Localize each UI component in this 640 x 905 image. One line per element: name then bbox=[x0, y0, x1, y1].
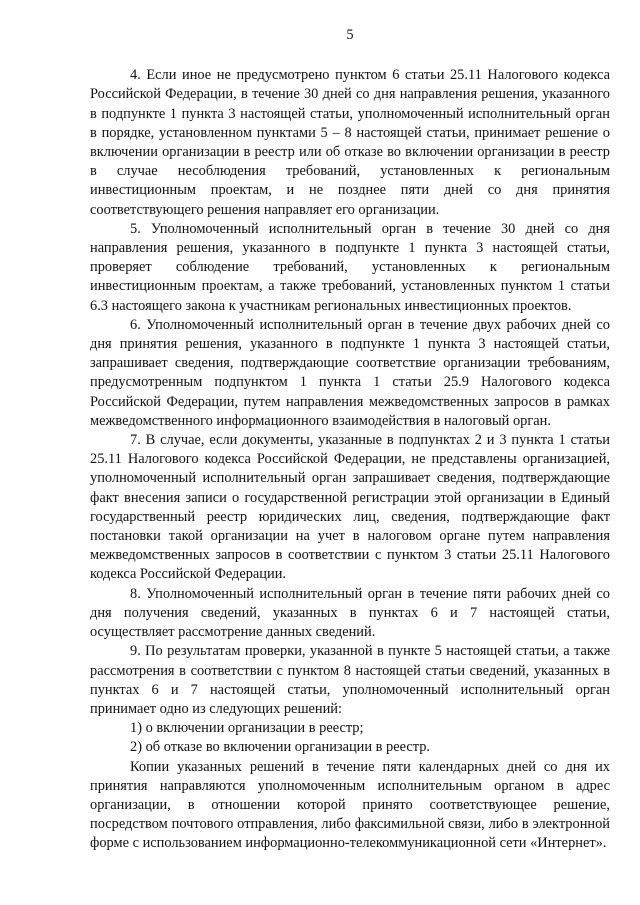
list-item-2: 2) об отказе во включении организации в реестр. bbox=[130, 739, 431, 756]
paragraph-5: 5. Уполномоченный исполнительный орган в течение 30 дней со дня направления решения, указанного в подпункте 1 пункта 3 настоящей статьи, проверяет соблюдение требований, установленных к региональным инвестиционным проектам, а также требований, установленных пунктом 1 статьи 6.3 настоящего закона к участникам региональных инвестиционных проектов. bbox=[90, 220, 610, 314]
paragraph-7: 7. В случае, если документы, указанные в подпунктах 2 и 3 пункта 1 статьи 25.11 Налогового кодекса Российской Федерации, не представлены организацией, уполномоченный исполнительный орган запрашивает сведения, подтверждающие факт внесения записи о государственной регистрации этой организации в Единый государственный реестр юридических лиц, сведения, подтверждающие факт постановки такой организации на учет в налоговом органе путем направления межведомственных запросов в соответствии с пунктом 3 статьи 25.11 Налогового кодекса Российской Федерации. bbox=[90, 432, 610, 583]
paragraph-8: 8. Уполномоченный исполнительный орган в течение пяти рабочих дней со дня получения сведений, указанных в пунктах 6 и 7 настоящей статьи, осуществляет рассмотрение данных сведений. bbox=[90, 585, 610, 641]
document-page bbox=[90, 26, 610, 854]
list-item-1: 1) о включении организации в реестр; bbox=[130, 720, 364, 737]
paragraph-9: 9. По результатам проверки, указанной в пункте 5 настоящей статьи, а также рассмотрения в соответствии с пунктом 8 настоящей статьи сведений, указанных в пунктах 6 и 7 настоящей статьи, уполномоченный исполнительный орган принимает одно из следующих решений: bbox=[90, 643, 610, 717]
paragraph-copies: Копии указанных решений в течение пяти календарных дней со дня их принятия направляются уполномоченным исполнительным органом в адрес организации, в отношении которой принято соответствующее решение, посредством почтового отправления, либо факсимильной связи, либо в электронной форме с использованием информационно-телекоммуникационной сети «Интернет». bbox=[90, 758, 610, 852]
paragraph-4: 4. Если иное не предусмотрено пунктом 6 статьи 25.11 Налогового кодекса Российской Федерации, в течение 30 дней со дня направления решения, указанного в подпункте 1 пункта 3 настоящей статьи, уполномоченный исполнительный орган в порядке, установленном пунктами 5 – 8 настоящей статьи, принимает решение о включении организации в реестр или об отказе во включении организации в реестр в случае несоблюдения требований, установленных к региональным инвестиционным проектам, и не позднее пяти дней со дня принятия соответствующего решения направляет его организации. bbox=[90, 67, 610, 218]
paragraph-6: 6. Уполномоченный исполнительный орган в течение двух рабочих дней со дня принятия решения, указанного в подпункте 1 пункта 3 настоящей статьи, запрашивает сведения, подтверждающие соответствие организации требованиям, предусмотренным подпунктом 1 пункта 1 статьи 25.9 Налогового кодекса Российской Федерации, путем направления межведомственных запросов в рамках межведомственного информационного взаимодействия в налоговый орган. bbox=[90, 316, 610, 429]
page-number: 5 bbox=[346, 27, 354, 43]
